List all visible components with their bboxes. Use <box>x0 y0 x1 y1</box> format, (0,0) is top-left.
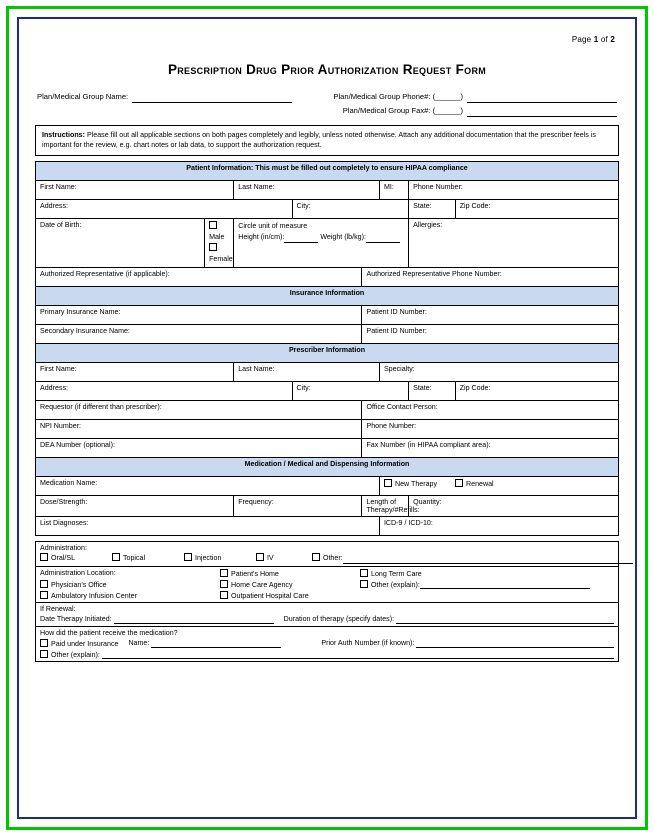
plan-group-phone-input[interactable] <box>467 93 617 103</box>
admin-location-header-line <box>40 569 614 578</box>
medication-name-cell[interactable]: Medication Name: <box>36 477 380 496</box>
checkbox-icon[interactable] <box>256 553 264 561</box>
instructions-label: Instructions: <box>42 131 85 139</box>
patient-male-label: Male <box>209 233 225 241</box>
icd-codes-cell[interactable]: ICD-9 / ICD-10: <box>379 517 618 536</box>
secondary-insurance-name-cell[interactable]: Secondary Insurance Name: <box>36 325 362 344</box>
receipt-block-cell[interactable] <box>36 627 619 662</box>
dea-number-cell[interactable]: DEA Number (optional): <box>36 439 362 458</box>
prior-auth-number-input[interactable] <box>416 639 614 648</box>
length-therapy-cell[interactable]: Length of Therapy/#Refills: <box>362 496 409 517</box>
page-title: Prescription Drug Prior Authorization Request Form <box>167 62 487 77</box>
prescriber-first-name-cell[interactable]: First Name: <box>36 363 234 382</box>
page-indicator <box>33 35 615 44</box>
admin-location-line-3 <box>40 591 614 600</box>
fax-number-cell[interactable]: Fax Number (in HIPAA compliant area): <box>362 439 619 458</box>
administration-location-row <box>36 567 619 603</box>
administration-options[interactable] <box>40 552 614 564</box>
location-option-patients-home[interactable] <box>220 569 360 578</box>
plan-group-fax-row <box>37 105 617 117</box>
insurance-section-header-row <box>36 287 619 306</box>
checkbox-icon[interactable] <box>40 591 48 599</box>
new-therapy-option[interactable] <box>384 479 437 488</box>
date-therapy-initiated-input[interactable] <box>114 615 274 624</box>
plan-group-name-row <box>37 91 617 103</box>
patient-id-number-2-cell[interactable]: Patient ID Number: <box>362 325 619 344</box>
admin-option-oral-label: Oral/SL <box>51 554 76 562</box>
page-indicator-prefix: Page <box>571 35 592 44</box>
quantity-cell[interactable]: Quantity: <box>409 496 619 517</box>
admin-option-injection[interactable] <box>184 552 254 564</box>
patient-phone-cell[interactable]: Phone Number: <box>409 181 619 200</box>
patient-sex-cell[interactable] <box>205 219 234 268</box>
admin-option-iv-label: IV <box>266 554 274 562</box>
medication-section-header: Medication / Medical and Dispensing Information <box>36 458 619 477</box>
circle-unit-label: Circle unit of measure <box>238 222 308 230</box>
weight-label: Weight (lb/kg): <box>320 233 366 241</box>
patient-dob-row <box>36 219 619 268</box>
prescriber-last-name-cell[interactable]: Last Name: <box>234 363 380 382</box>
page-indicator-current: 1 <box>593 35 599 44</box>
admin-location-line-2 <box>40 580 614 589</box>
height-input[interactable] <box>284 234 318 243</box>
patient-name-row <box>36 181 619 200</box>
admin-option-oral[interactable] <box>40 552 110 564</box>
receipt-other-input[interactable] <box>102 650 614 659</box>
prescriber-phone-cell[interactable]: Phone Number: <box>362 420 619 439</box>
renewal-option[interactable] <box>455 479 494 488</box>
patient-zip-cell[interactable]: Zip Code: <box>455 200 618 219</box>
checkbox-icon[interactable] <box>220 591 228 599</box>
instructions-box <box>35 125 619 156</box>
prescriber-address-row <box>36 382 619 401</box>
checkbox-icon[interactable] <box>360 580 368 588</box>
patient-information-table <box>35 161 619 536</box>
administration-row <box>36 542 619 567</box>
paid-under-insurance-label: Paid under Insurance <box>51 640 119 648</box>
checkbox-icon[interactable] <box>360 569 368 577</box>
height-weight-line[interactable] <box>238 232 404 243</box>
plan-group-name-label: Plan/Medical Group Name: <box>37 92 129 101</box>
page-inner-border <box>17 17 637 819</box>
patient-id-number-cell[interactable]: Patient ID Number: <box>362 306 619 325</box>
location-option-long-term-care[interactable] <box>360 569 422 578</box>
location-other-input[interactable] <box>420 580 590 589</box>
checkbox-icon[interactable] <box>40 580 48 588</box>
page-indicator-total: 2 <box>610 35 615 44</box>
location-outpatient-hospital-label: Outpatient Hospital Care <box>231 592 309 600</box>
medication-section-header-row <box>36 458 619 477</box>
checkbox-icon[interactable] <box>40 639 48 647</box>
requestor-row <box>36 401 619 420</box>
new-therapy-label: New Therapy <box>394 480 438 488</box>
dea-row <box>36 439 619 458</box>
prescriber-section-header-row <box>36 344 619 363</box>
prior-auth-number-label: Prior Auth Number (if known): <box>321 639 415 647</box>
secondary-insurance-row <box>36 325 619 344</box>
checkbox-icon[interactable] <box>112 553 120 561</box>
date-therapy-initiated-label: Date Therapy Initiated: <box>40 615 112 623</box>
list-diagnoses-cell[interactable]: List Diagnoses: <box>36 517 380 536</box>
renewal-block-row <box>36 603 619 627</box>
duration-therapy-input[interactable] <box>396 615 614 624</box>
location-other-label: Other (explain): <box>371 581 420 589</box>
renewal-dates-line <box>40 615 614 624</box>
page-outer-border <box>6 6 648 830</box>
plan-group-phone-label: Plan/Medical Group Phone#: (______) <box>333 92 463 101</box>
prescriber-state-cell[interactable]: State: <box>409 382 456 401</box>
patient-last-name-cell[interactable]: Last Name: <box>234 181 380 200</box>
checkbox-icon[interactable] <box>312 553 320 561</box>
top-fields <box>37 91 617 117</box>
authorized-rep-cell[interactable]: Authorized Representative (if applicable): <box>36 268 362 287</box>
prescriber-zip-cell[interactable]: Zip Code: <box>455 382 618 401</box>
form-sheet <box>33 29 621 807</box>
dose-row <box>36 496 619 517</box>
admin-option-other[interactable] <box>312 552 633 564</box>
patient-section-header: Patient Information: This must be filled out completely to ensure HIPAA compliance <box>36 162 619 181</box>
therapy-type-cell[interactable] <box>379 477 618 496</box>
checkbox-icon[interactable] <box>184 553 192 561</box>
location-option-physicians-office[interactable] <box>40 580 220 589</box>
receipt-question: How did the patient receive the medication? <box>40 629 178 637</box>
checkbox-icon[interactable] <box>209 221 217 229</box>
administration-location-cell[interactable] <box>36 567 619 603</box>
admin-option-other-input[interactable] <box>343 555 633 564</box>
administration-location-label: Administration Location: <box>40 569 116 577</box>
prescriber-specialty-cell[interactable]: Specialty: <box>379 363 618 382</box>
admin-option-topical[interactable] <box>112 552 182 564</box>
page-indicator-of: of <box>600 35 608 44</box>
office-contact-cell[interactable]: Office Contact Person: <box>362 401 619 420</box>
admin-option-iv[interactable] <box>256 552 310 564</box>
patient-address-row <box>36 200 619 219</box>
diagnoses-row <box>36 517 619 536</box>
plan-group-name-input[interactable] <box>132 93 292 103</box>
prescriber-city-cell[interactable]: City: <box>292 382 409 401</box>
weight-input[interactable] <box>366 234 400 243</box>
location-option-outpatient-hospital[interactable] <box>220 591 400 600</box>
instructions-text: Please fill out all applicable sections on both pages completely and legibly, unless noted otherwise. Attach any additional documentation that the prescriber feels is important for the review, e.g. chart notes or lab data, to support the authorization request. <box>42 131 596 149</box>
prescriber-address-cell[interactable]: Address: <box>36 382 293 401</box>
plan-group-fax-input[interactable] <box>467 107 617 117</box>
checkbox-icon[interactable] <box>40 553 48 561</box>
location-patients-home-label: Patient's Home <box>231 570 279 578</box>
insurance-section-header: Insurance Information <box>36 287 619 306</box>
prescriber-section-header: Prescriber Information <box>36 344 619 363</box>
administration-cell[interactable] <box>36 542 619 567</box>
patient-female-option[interactable] <box>209 243 233 265</box>
receipt-insurance-line <box>40 639 614 648</box>
administration-table <box>35 541 619 662</box>
patient-authrep-row <box>36 268 619 287</box>
admin-option-other-label: Other: <box>322 554 343 562</box>
primary-insurance-name-cell[interactable]: Primary Insurance Name: <box>36 306 362 325</box>
receipt-block-row <box>36 627 619 662</box>
receipt-name-input[interactable] <box>151 639 281 648</box>
location-option-home-care-agency[interactable] <box>220 580 360 589</box>
checkbox-icon[interactable] <box>384 479 392 487</box>
npi-row <box>36 420 619 439</box>
patient-measure-cell[interactable] <box>234 219 409 268</box>
patient-address-cell[interactable]: Address: <box>36 200 293 219</box>
checkbox-icon[interactable] <box>220 569 228 577</box>
frequency-cell[interactable]: Frequency: <box>234 496 362 517</box>
renewal-block-cell[interactable] <box>36 603 619 627</box>
patient-male-option[interactable] <box>209 221 229 243</box>
height-label: Height (in/cm): <box>238 233 285 241</box>
checkbox-icon[interactable] <box>220 580 228 588</box>
patient-first-name-cell[interactable]: First Name: <box>36 181 234 200</box>
receipt-name-label: Name: <box>128 639 150 647</box>
location-long-term-care-label: Long Term Care <box>371 570 422 578</box>
admin-option-topical-label: Topical <box>122 554 146 562</box>
checkbox-icon[interactable] <box>209 243 217 251</box>
administration-label: Administration: <box>40 544 87 552</box>
authorized-rep-phone-cell[interactable]: Authorized Representative Phone Number: <box>362 268 619 287</box>
npi-number-cell[interactable]: NPI Number: <box>36 420 362 439</box>
location-option-other[interactable] <box>360 580 614 589</box>
receipt-other-line <box>40 650 614 659</box>
patient-female-label: Female <box>209 255 233 263</box>
dose-strength-cell[interactable]: Dose/Strength: <box>36 496 234 517</box>
renewal-block-header: If Renewal: <box>40 605 76 613</box>
patient-state-cell[interactable]: State: <box>409 200 456 219</box>
location-option-ambulatory-infusion[interactable] <box>40 591 220 600</box>
receipt-other-option[interactable] <box>40 650 100 659</box>
prescriber-name-row <box>36 363 619 382</box>
location-physicians-office-label: Physician's Office <box>51 581 107 589</box>
admin-option-injection-label: Injection <box>194 554 222 562</box>
location-home-care-agency-label: Home Care Agency <box>231 581 293 589</box>
checkbox-icon[interactable] <box>40 650 48 658</box>
patient-section-header-row <box>36 162 619 181</box>
checkbox-icon[interactable] <box>455 479 463 487</box>
patient-dob-cell[interactable]: Date of Birth: <box>36 219 205 268</box>
requestor-cell[interactable]: Requestor (if different than prescriber): <box>36 401 362 420</box>
plan-group-fax-label: Plan/Medical Group Fax#: (______) <box>342 106 463 115</box>
patient-mi-cell[interactable]: MI: <box>379 181 408 200</box>
patient-city-cell[interactable]: City: <box>292 200 409 219</box>
paid-under-insurance-option[interactable] <box>40 639 118 648</box>
renewal-label: Renewal <box>466 480 494 488</box>
primary-insurance-row <box>36 306 619 325</box>
medication-name-row <box>36 477 619 496</box>
location-ambulatory-infusion-label: Ambulatory Infusion Center <box>51 592 137 600</box>
duration-therapy-label: Duration of therapy (specify dates): <box>283 615 395 623</box>
receipt-other-label: Other (explain): <box>51 651 100 659</box>
patient-allergies-cell[interactable]: Allergies: <box>409 219 619 268</box>
